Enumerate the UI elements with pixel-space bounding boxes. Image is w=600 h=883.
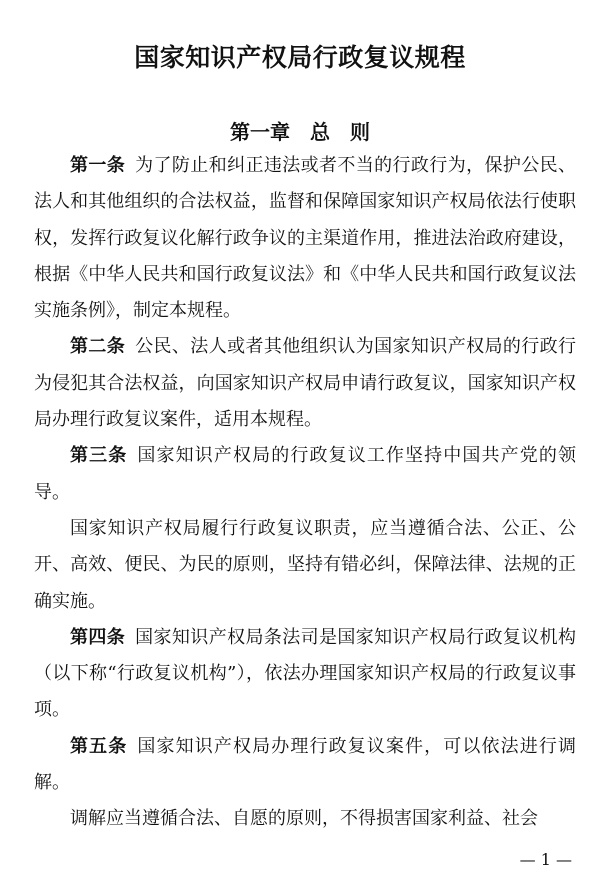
paragraph-article-5 [34, 729, 576, 802]
paragraph-article-3-cont [34, 511, 576, 620]
article-number: 第三条 [70, 445, 128, 467]
paragraph-article-4 [34, 620, 576, 729]
paragraph-text: 国家知识产权局办理行政复议案件，可以依法进行调解。 [34, 735, 577, 794]
paragraph-text: 调解应当遵循合法、自愿的原则，不得损害国家利益、社会 [70, 808, 538, 830]
article-number: 第一条 [70, 155, 126, 176]
chapter-heading: 第一章 总 则 [230, 120, 370, 144]
document-title: 国家知识产权局行政复议规程 [134, 43, 466, 72]
paragraph-article-2 [34, 329, 576, 438]
paragraph-text: 国家知识产权局的行政复议工作坚持中国共产党的领导。 [34, 445, 577, 503]
paragraph-text: 国家知识产权局条法司是国家知识产权局行政复议机构（以下称“行政复议机构”），依法办理国家知识产权局的行政复议事项。 [34, 626, 576, 721]
paragraph-article-5-cont [34, 801, 576, 837]
paragraph-text: 为了防止和纠正违法或者不当的行政行为，保护公民、法人和其他组织的合法权益，监督和保障国家知识产权局依法行使职权，发挥行政复议化解行政争议的主渠道作用，推进法治政府建设，根据《中华人民共和国行政复议法》和《中华人民共和国行政复议法实施条例》，制定本规程。 [34, 155, 576, 322]
article-number: 第二条 [70, 336, 126, 358]
document-body [34, 148, 576, 838]
paragraph-article-3 [34, 438, 576, 511]
page-number: — 1 — [519, 850, 572, 869]
paragraph-text: 公民、法人或者其他组织认为国家知识产权局的行政行为侵犯其合法权益，向国家知识产权局申请行政复议，国家知识产权局办理行政复议案件，适用本规程。 [34, 336, 576, 431]
article-number: 第五条 [70, 735, 128, 757]
paragraph-text: 国家知识产权局履行行政复议职责，应当遵循合法、公正、公开、高效、便民、为民的原则，坚持有错必纠，保障法律、法规的正确实施。 [34, 517, 576, 612]
article-number: 第四条 [70, 626, 126, 648]
paragraph-article-1 [34, 148, 576, 329]
